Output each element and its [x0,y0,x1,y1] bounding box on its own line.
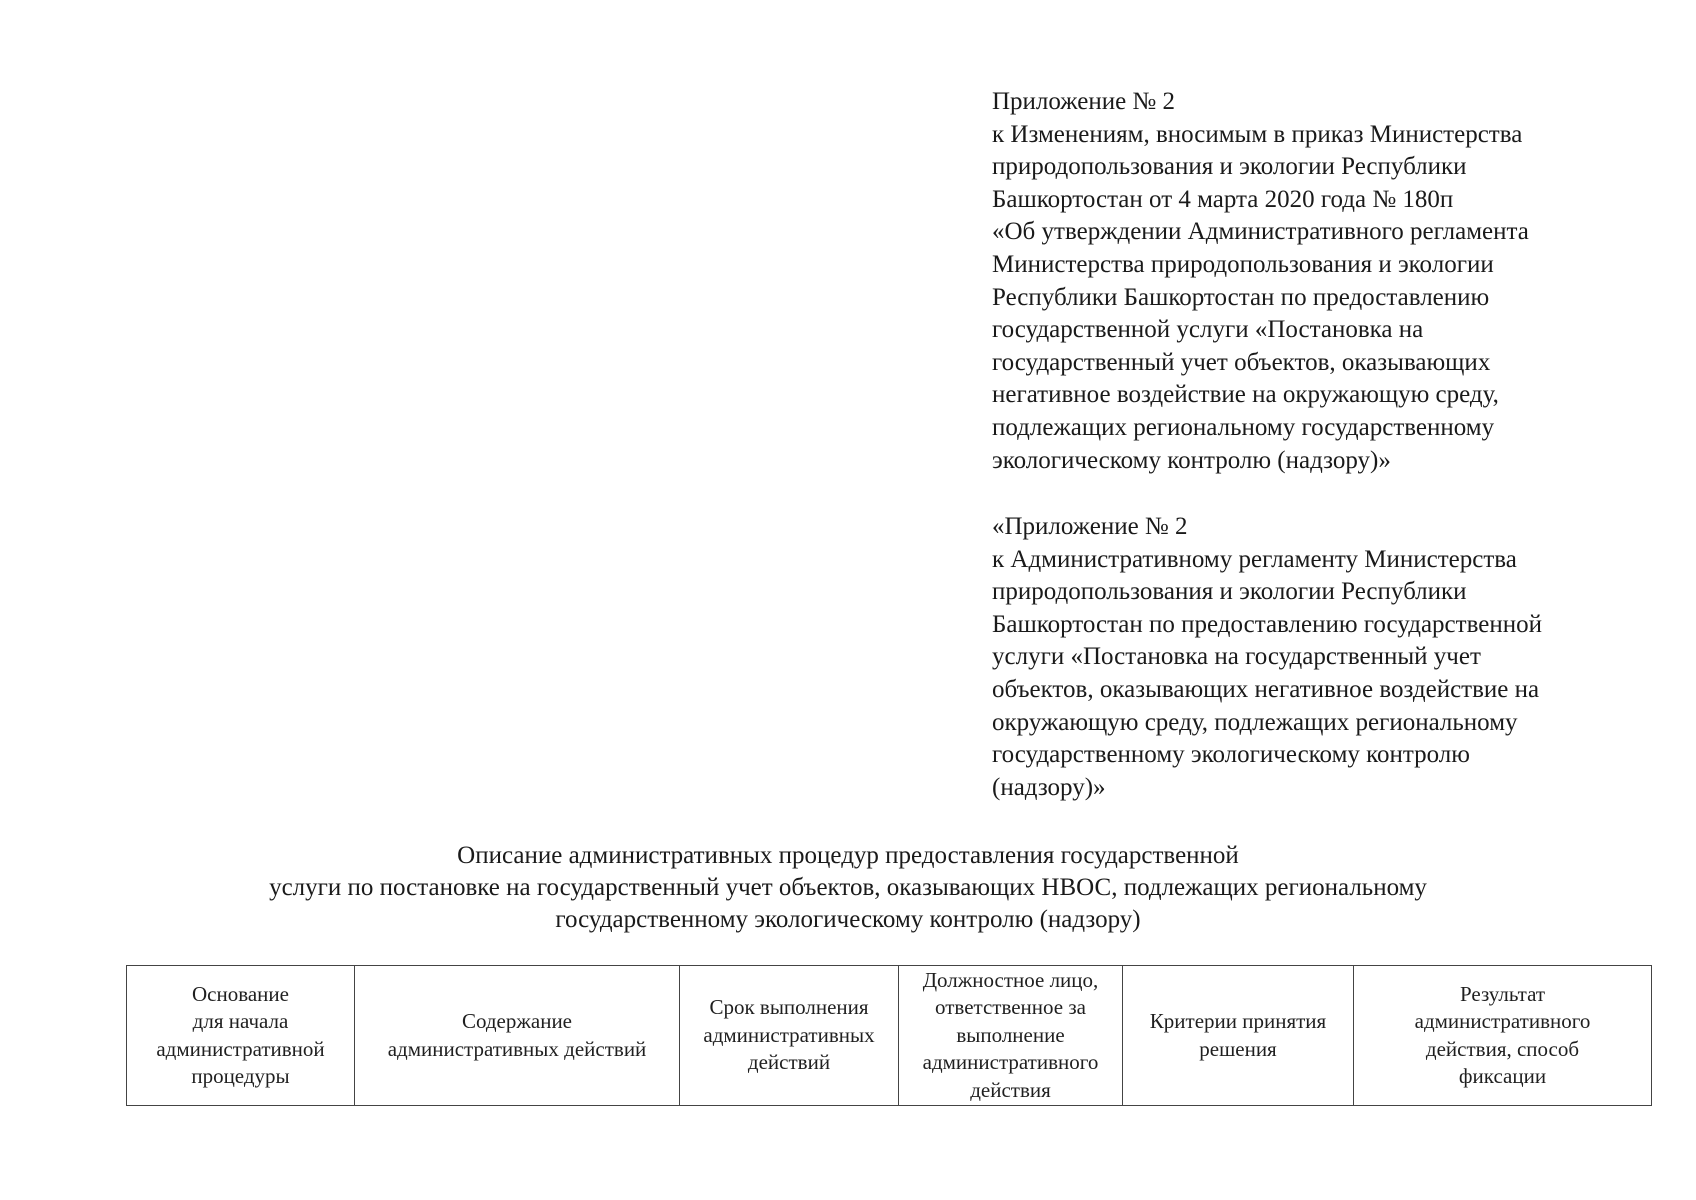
header-result: Результат административного действия, способ фиксации [1354,966,1652,1106]
appendix-1-block: Приложение № 2 к Изменениям, вносимым в приказ Министерства природопользования и экологии Республики Башкортостан от 4 марта 2020 года № 180п «Об утверждении Административного регламента Министерства природопользования и экологии Республики Башкортостан по предоставлению государственной услуги «Постановка на государственный учет объектов, оказывающих негативное воздействие на окружающую среду, подлежащих региональному государственному экологическому контролю (надзору)» [992,88,1529,474]
header-criteria: Критерии принятия решения [1123,966,1354,1106]
header-deadline: Срок выполнения административных действий [680,966,899,1106]
document-title: Описание административных процедур предоставления государственной услуги по постановке на государственный учет объектов, оказывающих НВОС, подлежащих региональному государственному экологическому контролю (надзору) [269,842,1427,933]
table-header-row [127,966,1652,1106]
header-basis: Основание для начала административной процедуры [127,966,355,1106]
procedures-table [126,965,1652,1106]
appendix-2-block: «Приложение № 2 к Административному регламенту Министерства природопользования и экологии Республики Башкортостан по предоставлению государственной услуги «Постановка на государственный учет объектов, оказывающих негативное воздействие на окружающую среду, подлежащих региональному государственному экологическому контролю (надзору)» [992,513,1542,801]
header-responsible: Должностное лицо, ответственное за выполнение административного действия [899,966,1123,1106]
header-content: Содержание административных действий [355,966,680,1106]
